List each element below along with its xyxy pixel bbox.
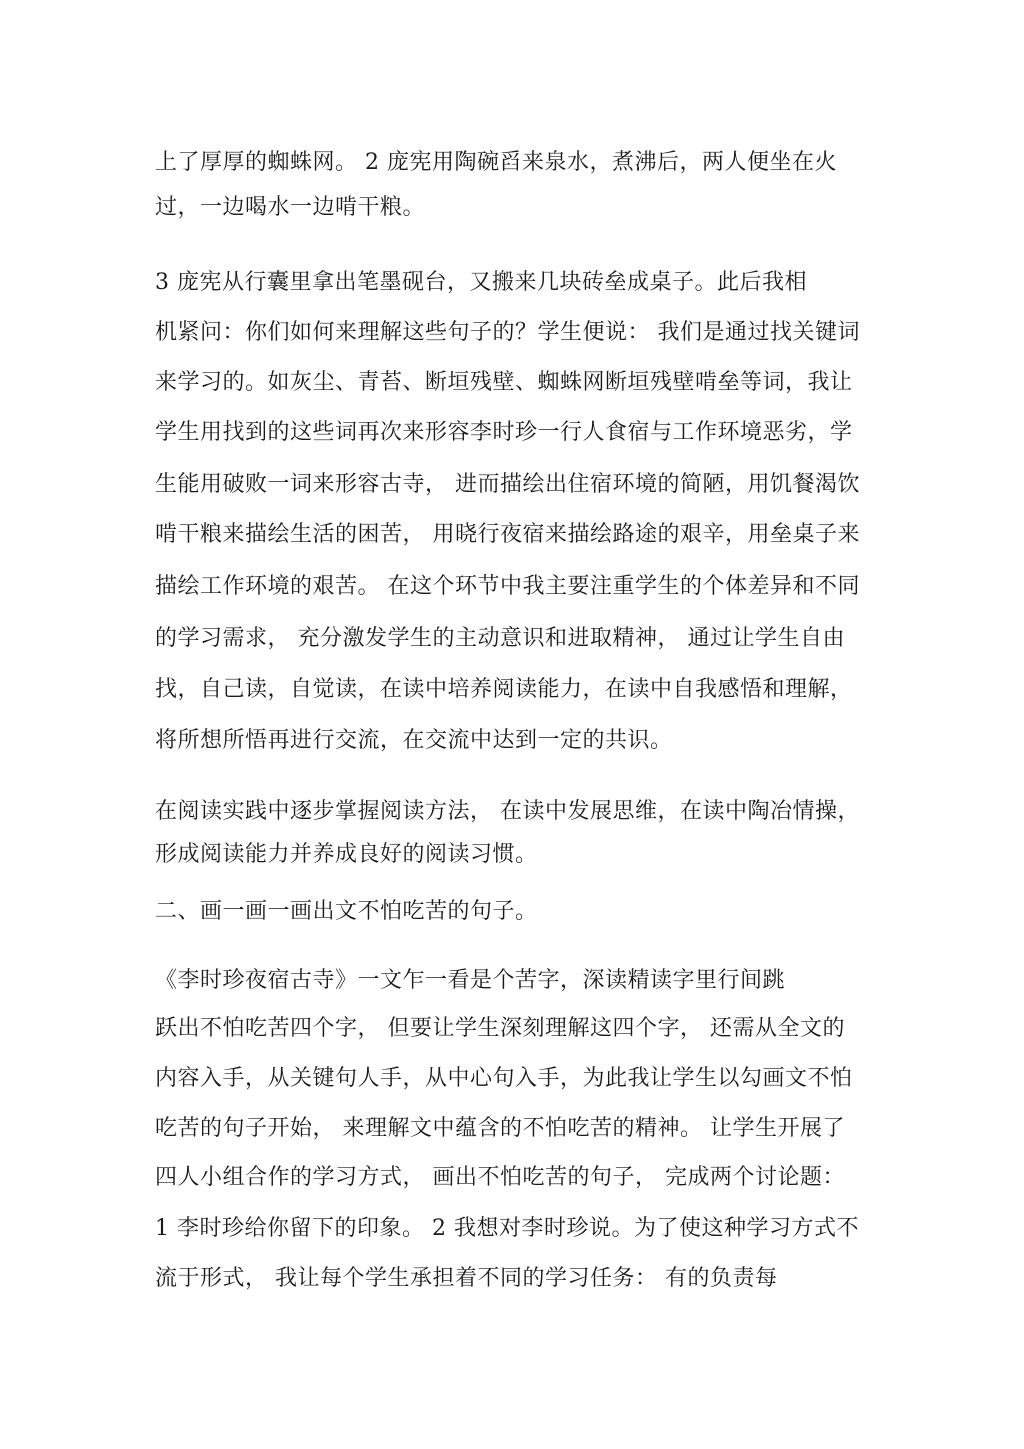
section-heading: 二、画一画一画出文不怕吃苦的句子。 — [155, 899, 538, 924]
text-line: 内容入手，从关键句人手，从中心句入手，为此我让学生以勾画文不怕 — [155, 1066, 853, 1091]
text-line: 1 李时珍给你留下的印象。 2 我想对李时珍说。为了使这种学习方式不 — [155, 1216, 859, 1241]
text-line: 啃干粮来描绘生活的困苦， 用晓行夜宿来描绘路途的艰辛，用垒桌子来 — [155, 522, 860, 547]
text-line: 将所想所悟再进行交流，在交流中达到一定的共识。 — [155, 728, 673, 753]
text-line: 形成阅读能力并养成良好的阅读习惯。 — [155, 842, 538, 867]
text-line: 3 庞宪从行囊里拿出笔墨砚台，又搬来几块砖垒成桌子。此后我相 — [155, 270, 807, 295]
text-line: 来学习的。如灰尘、青苔、断垣残壁、蜘蛛网断垣残壁啃垒等词，我让 — [155, 370, 853, 395]
text-line: 的学习需求， 充分激发学生的主动意识和进取精神， 通过让学生自由 — [155, 626, 845, 651]
text-line: 生能用破败一词来形容古寺， 进而描绘出住宿环境的简陋，用饥餐渴饮 — [155, 472, 860, 497]
text-line: 在阅读实践中逐步掌握阅读方法， 在读中发展思维，在读中陶冶情操， — [155, 799, 860, 824]
text-line: 机紧问：你们如何来理解这些句子的？学生便说： 我们是通过找关键词 — [155, 320, 860, 345]
text-line: 找，自己读，自觉读，在读中培养阅读能力，在读中自我感悟和理解， — [155, 677, 853, 702]
text-line: 描绘工作环境的艰苦。 在这个环节中我主要注重学生的个体差异和不同 — [155, 574, 860, 599]
text-line: 学生用找到的这些词再次来形容李时珍一行人食宿与工作环境恶劣，学 — [155, 420, 853, 445]
text-line: 跃出不怕吃苦四个字， 但要让学生深刻理解这四个字， 还需从全文的 — [155, 1016, 845, 1041]
text-line: 《李时珍夜宿古寺》一文乍一看是个苦字，深读精读字里行间跳 — [155, 968, 786, 993]
text-line: 过，一边喝水一边啃干粮。 — [155, 195, 426, 220]
text-line: 流于形式， 我让每个学生承担着不同的学习任务： 有的负责每 — [155, 1266, 778, 1291]
text-line: 吃苦的句子开始， 来理解文中蕴含的不怕吃苦的精神。 让学生开展了 — [155, 1116, 845, 1141]
text-line: 四人小组合作的学习方式， 画出不怕吃苦的句子， 完成两个讨论题： — [155, 1165, 845, 1190]
text-line: 上了厚厚的蜘蛛网。 2 庞宪用陶碗舀来泉水，煮沸后，两人便坐在火 — [155, 150, 837, 175]
